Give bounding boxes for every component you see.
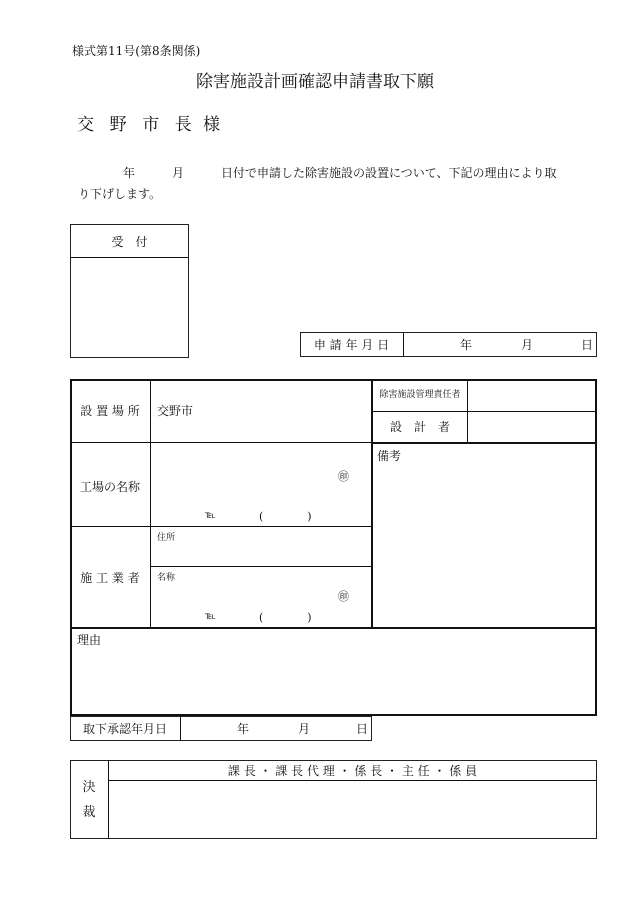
withdrawal-date-month: 月 [298, 722, 311, 736]
intro-text: 日付で申請した除害施設の設置について、下記の理由により取 [221, 166, 557, 180]
application-date-month: 月 [521, 338, 534, 352]
manager-label: 除害施設管理責任者 [379, 390, 461, 400]
contractor-seal-mark: ㊞ [338, 590, 349, 603]
location-value: 交野市 [157, 404, 194, 418]
contractor-label: 施 工 業 者 [80, 571, 140, 585]
reason-label: 理由 [77, 633, 102, 647]
remarks-left-thick [371, 442, 373, 629]
application-date-day: 日 [581, 338, 594, 352]
application-date-divider [403, 332, 404, 357]
contractor-tel-parens: ( ) [259, 611, 312, 624]
address-name-divider [150, 566, 371, 567]
factory-tel-label: ℡ [205, 510, 216, 521]
contractor-name-label: 名称 [157, 573, 176, 583]
application-date-label: 申 請 年 月 日 [313, 338, 390, 352]
intro-year: 年 [123, 166, 136, 180]
approval-roles: 課 長 ・ 課 長 代 理 ・ 係 長 ・ 主 任 ・ 係 員 [227, 764, 478, 778]
approval-row-divider [108, 780, 597, 781]
withdrawal-date-day: 日 [356, 722, 369, 736]
location-row-bottom [70, 442, 373, 443]
factory-tel-parens: ( ) [259, 510, 312, 523]
factory-seal-mark: ㊞ [338, 470, 349, 483]
contractor-tel-label: ℡ [205, 611, 216, 622]
addressee-name: 交 野 市 長 [77, 115, 197, 135]
form-number: 様式第11号(第8条関係) [72, 44, 201, 58]
factory-row-bottom [70, 526, 371, 527]
reception-divider [70, 257, 189, 258]
remarks-top-thick [371, 442, 597, 444]
reason-top-thick [70, 627, 597, 629]
main-table-col-divider [150, 379, 151, 628]
contractor-address-label: 住所 [157, 533, 176, 543]
reception-label: 受 付 [111, 235, 148, 249]
intro-text-line2: り下げします。 [78, 187, 162, 201]
intro-month: 月 [172, 166, 185, 180]
addressee-honorific: 様 [203, 115, 220, 135]
withdrawal-date-label: 取下承認年月日 [82, 722, 167, 736]
remarks-label: 備考 [377, 449, 402, 463]
withdrawal-date-year: 年 [237, 722, 250, 736]
factory-label: 工場の名称 [79, 480, 140, 494]
designer-label: 設 計 者 [389, 420, 450, 434]
approval-kessai-1: 決 [82, 780, 96, 795]
application-date-year: 年 [460, 338, 473, 352]
manager-designer-divider [373, 411, 597, 412]
location-label: 設 置 場 所 [80, 404, 140, 418]
withdrawal-date-divider [180, 716, 181, 741]
form-title: 除害施設計画確認申請書取下願 [196, 72, 434, 92]
approval-kessai-2: 裁 [82, 805, 96, 820]
